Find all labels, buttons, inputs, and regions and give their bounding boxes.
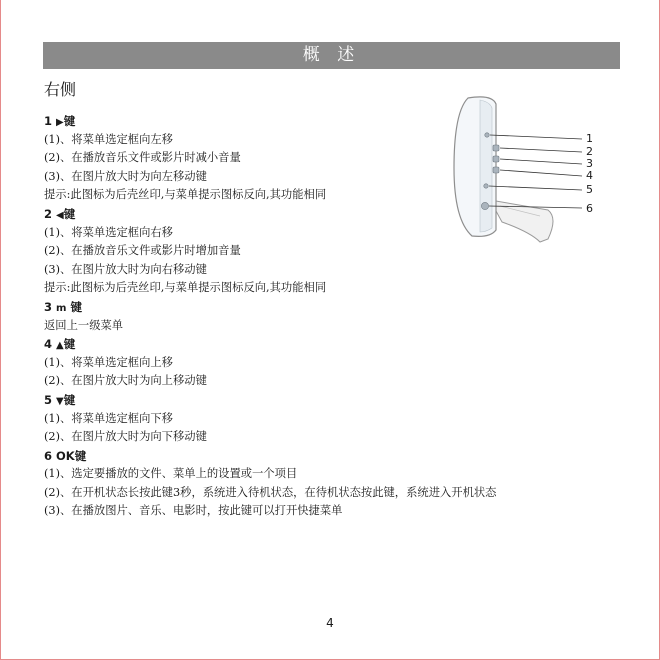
menu-icon: m bbox=[56, 302, 67, 314]
device-button-6 bbox=[481, 202, 488, 209]
callout-1: 1 bbox=[586, 132, 593, 145]
left-arrow-icon: ◀ bbox=[56, 209, 64, 221]
list-item: (2)、在开机状态长按此键3秒，系统进入待机状态，在待机状态按此键，系统进入开机状态 bbox=[44, 485, 497, 499]
key-heading-6: 6 OK键 bbox=[44, 448, 87, 463]
list-item: 返回上一级菜单 bbox=[44, 318, 124, 332]
list-item: (1)、将菜单选定框向右移 bbox=[44, 225, 173, 239]
page-title: 概 述 bbox=[302, 45, 361, 65]
callout-2: 2 bbox=[586, 145, 593, 158]
key-heading-3: 3 m 键 bbox=[44, 299, 82, 314]
key-note: 提示:此图标为后壳丝印,与菜单提示图标反向,其功能相同 bbox=[44, 188, 327, 202]
list-item: (3)、在图片放大时为向右移动键 bbox=[44, 262, 207, 276]
device-button-5 bbox=[484, 184, 488, 188]
ok-key-label: OK bbox=[56, 448, 75, 463]
list-item: (3)、在播放图片、音乐、电影时，按此键可以打开快捷菜单 bbox=[44, 504, 343, 518]
key-heading-1: 1 ▶键 bbox=[44, 114, 76, 128]
device-button-3 bbox=[493, 156, 499, 162]
callout-4: 4 bbox=[586, 169, 593, 182]
list-item: (2)、在图片放大时为向下移动键 bbox=[44, 430, 207, 444]
device-button-4 bbox=[493, 167, 499, 173]
list-item: (2)、在播放音乐文件或影片时增加音量 bbox=[44, 244, 241, 258]
page-number: 4 bbox=[326, 616, 334, 630]
callout-6: 6 bbox=[586, 202, 593, 215]
section-heading: 右侧 bbox=[44, 80, 77, 99]
device-button-1 bbox=[485, 133, 489, 137]
right-arrow-icon: ▶ bbox=[56, 117, 64, 128]
list-item: (3)、在图片放大时为向左移动键 bbox=[44, 169, 207, 183]
key-heading-2: 2 ◀键 bbox=[44, 206, 76, 221]
list-item: (2)、在图片放大时为向上移动键 bbox=[44, 374, 207, 388]
key-heading-4: 4 ▲键 bbox=[44, 337, 76, 352]
list-item: (1)、将菜单选定框向上移 bbox=[44, 355, 173, 369]
list-item: (2)、在播放音乐文件或影片时减小音量 bbox=[44, 151, 241, 165]
callout-3: 3 bbox=[586, 157, 593, 170]
list-item: (1)、将菜单选定框向左移 bbox=[44, 132, 173, 146]
title-bar bbox=[43, 42, 620, 69]
list-item: (1)、选定要播放的文件、菜单上的设置或一个项目 bbox=[44, 467, 298, 481]
down-arrow-icon: ▼ bbox=[56, 395, 64, 407]
callout-lines bbox=[489, 135, 582, 208]
page-edge-left bbox=[0, 0, 1, 660]
list-item: (1)、将菜单选定框向下移 bbox=[44, 411, 173, 425]
device-button-2 bbox=[493, 145, 499, 151]
key-note: 提示:此图标为后壳丝印,与菜单提示图标反向,其功能相同 bbox=[44, 281, 327, 295]
up-arrow-icon: ▲ bbox=[56, 340, 64, 352]
key-heading-5: 5 ▼键 bbox=[44, 392, 76, 407]
device-side-illustration bbox=[440, 92, 610, 252]
callout-5: 5 bbox=[586, 183, 593, 196]
